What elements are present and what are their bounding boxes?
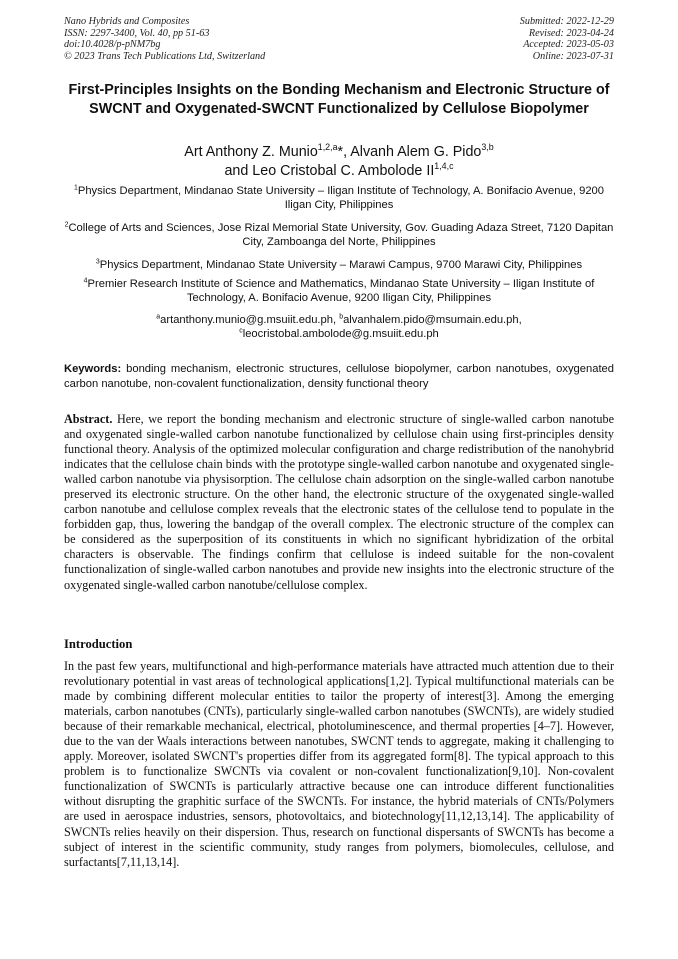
affiliation-1 <box>64 184 614 212</box>
date-accepted: Accepted: 2023-05-03 <box>523 39 614 51</box>
email-marker: a <box>156 313 161 321</box>
keywords-block <box>64 362 614 392</box>
introduction-heading: Introduction <box>64 637 133 651</box>
journal-doi[interactable]: doi:10.4028/p-pNM7bg <box>64 39 161 51</box>
abstract-block <box>64 412 614 593</box>
introduction-text: In the past few years, multifunctional and high-performance materials have attracted much attention due to their revolutionary potential in vast areas of technological applications[1,2]. Typical multifunctional materials can be made by combining different molecular entities to tailor the property of interest[3]. Among the emerging materials, carbon nanotubes (CNTs), particularly single-walled carbon nanotubes (SWCNTs), are widely studied because of their remarkable mechanical, electrical, photoluminescence, and thermal properties [4–7]. However, due to the van der Waals interactions between nanotubes, SWCNT tends to aggregate, making it challenging to apply. Moreover, isolated SWCNT's properties differ from its aggregated form[8]. The typical approach to this problem is to functionalize SWCNTs via covalent or non-covalent functionalization[9,10]. Non-covalent functionalization of SWCNTs is particularly attractive because one can introduce different functionalities without disrupting the graphitic surface of the SWCNTs. For instance, the hybrid materials of CNTs/Polymers are used in aerospace industries, sensors, photovoltaics, and biotechnology[11,12,13,14]. The applicability of SWCNTs relies heavily on their dispersion. Thus, research on functional dispersants of SWCNTs has become a subject of interest in the scientific community, study ranges from polymers, biomolecules, cellulose, and surfactants[7,11,13,14]. <box>64 659 614 869</box>
affiliation-number: 4 <box>83 277 88 285</box>
affiliation-text: Premier Research Institute of Science and Mathematics, Mindanao State University – Iligan Institute of Technology, A. Bonifacio Avenue, 9200 Iligan City, Philippines <box>87 278 595 305</box>
abstract-text: Here, we report the bonding mechanism and electronic structure of single-walled carbon nanotube and oxygenated single-walled carbon nanotube functionalized by cellulose chain using first-principles density functional theory. Analysis of the optimized molecular configuration and charge redistribution of the nanohybrid indicates that the cellulose chain binds with the prototype single-walled carbon nanotube and oxygenated single-walled carbon nanotube via physisorption. The cellulose chain adsorption on the single-walled carbon nanotube preserved its electronic structure. On the other hand, the electronic structure of the oxygenated single-walled carbon nanotube and cellulose complex reveals that the electronic states of the cellulose tend to populate in the forbidden gap, thus, lowering the bandgap of the overall complex. The electronic structure of the complex can be considered as the superposition of its constituents in which no significant hybridization of the orbital characters is observable. The findings confirm that cellulose is indeed suitable for the non-covalent functionalization of single-walled carbon nanotubes and provide new insights into the electronic structure of the oxygenated single-walled carbon nanotube/cellulose complex. <box>64 412 615 592</box>
author-name: and Leo Cristobal C. Ambolode II <box>224 163 435 179</box>
author-list <box>64 143 614 181</box>
corresponding-author-mark: * <box>337 144 344 160</box>
email-address[interactable]: alvanhalem.pido@msumain.edu.ph <box>343 314 519 326</box>
author-emails <box>64 313 614 341</box>
affiliation-number: 2 <box>64 221 69 229</box>
journal-name: Nano Hybrids and Composites <box>64 16 190 27</box>
affiliation-number: 3 <box>95 258 100 266</box>
author-name: Alvanh Alem G. Pido <box>350 144 482 160</box>
date-online: Online: 2023-07-31 <box>532 50 614 62</box>
author-name: Art Anthony Z. Munio <box>184 144 318 160</box>
paper-title: First-Principles Insights on the Bonding Mechanism and Electronic Structure of SWCNT and Oxygenated-SWCNT Functionalized by Cellulose Biopolymer <box>68 82 610 117</box>
email-marker: c <box>239 327 243 335</box>
author-affiliation-marker: 1,4,c <box>434 161 454 172</box>
email-address[interactable]: artanthony.munio@g.msuiit.edu.ph <box>160 314 333 326</box>
email-separator: , <box>518 314 522 326</box>
date-revised: Revised: 2023-04-24 <box>528 27 614 39</box>
affiliation-text: Physics Department, Mindanao State University – Iligan Institute of Technology, A. Bonifacio Avenue, 9200 Iligan City, Philippines <box>77 185 604 212</box>
author-affiliation-marker: 3,b <box>481 142 494 153</box>
date-submitted: Submitted: 2022-12-29 <box>519 16 614 27</box>
email-address[interactable]: leocristobal.ambolode@g.msuiit.edu.ph <box>242 328 439 341</box>
abstract-label: Abstract. <box>64 412 113 426</box>
affiliation-4 <box>64 277 614 305</box>
email-separator: , <box>332 314 340 326</box>
journal-info <box>64 16 364 62</box>
publication-dates <box>374 16 614 62</box>
affiliation-text: College of Arts and Sciences, Jose Rizal Memorial State University, Gov. Guading Adaza Street, 7120 Dapitan City, Zamboanga del Norte, Philippines <box>68 222 614 249</box>
author-affiliation-marker: 1,2,a <box>317 142 338 153</box>
author-separator: , <box>343 144 351 160</box>
keywords-text: bonding mechanism, electronic structures, cellulose biopolymer, carbon nanotubes, oxygenated carbon nanotube, non-covalent functionalization, density functional theory <box>64 363 614 390</box>
affiliation-text: Physics Department, Mindanao State University – Marawi Campus, 9700 Marawi City, Philippines <box>99 259 583 271</box>
journal-copyright: © 2023 Trans Tech Publications Ltd, Switzerland <box>64 50 266 62</box>
journal-issn: ISSN: 2297-3400, Vol. 40, pp 51-63 <box>64 27 210 39</box>
affiliation-2 <box>64 221 614 249</box>
affiliation-3 <box>64 258 614 272</box>
affiliation-number: 1 <box>74 184 78 192</box>
keywords-label: Keywords: <box>64 363 122 375</box>
email-marker: b <box>339 313 344 321</box>
